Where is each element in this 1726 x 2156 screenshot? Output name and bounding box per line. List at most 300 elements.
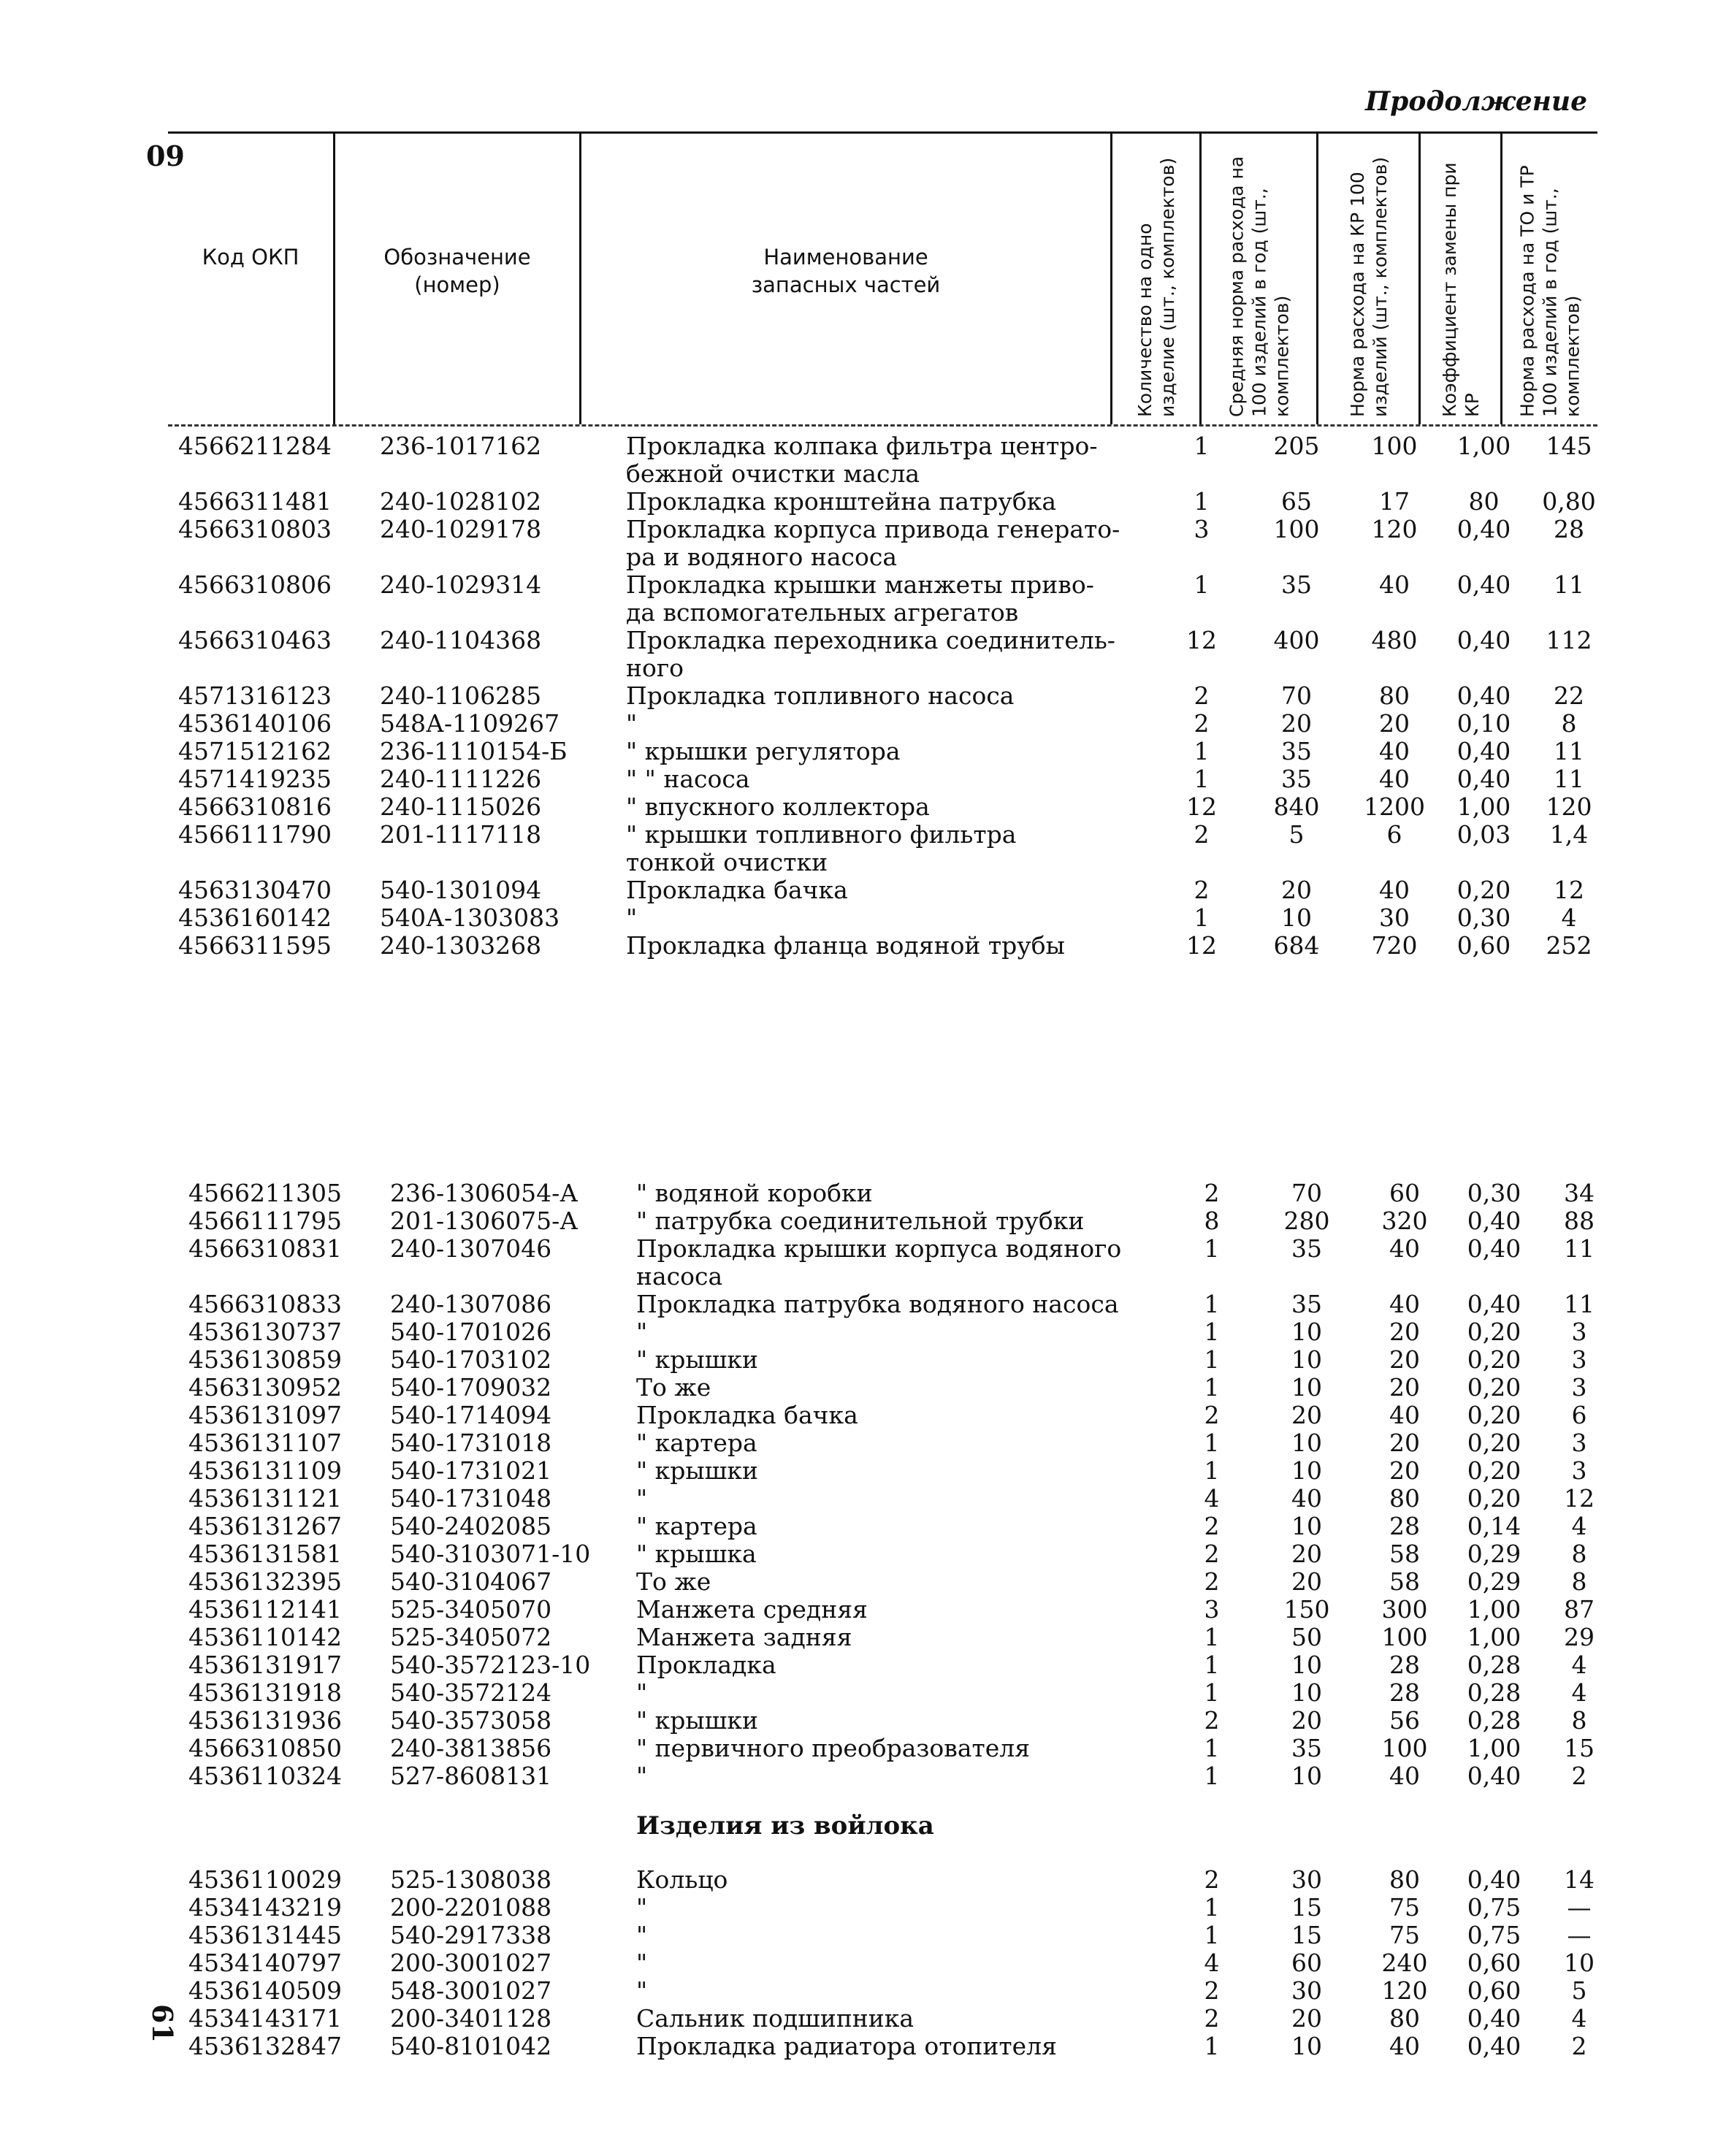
cell-avg: 35 [1281,765,1312,793]
cell-name: Прокладка крышки манжеты приво- [626,570,1094,599]
cell-code: 4536140509 [188,1976,342,2005]
table-header [168,131,1597,427]
header-coef-cell [1418,134,1500,424]
cell-q: 1 [1194,432,1210,460]
cell-code: 4571419235 [178,765,332,793]
cell-k: 1,00 [1467,1734,1521,1762]
cell-num: 240-1106285 [380,681,542,710]
cell-to [1540,1263,1619,1291]
cell-q: 1 [1204,1234,1220,1263]
cell-kr: 6 [1386,820,1402,849]
cell-kr: 60 [1389,1179,1420,1207]
cell-k: 0,40 [1456,765,1511,793]
cell-avg: 30 [1291,1865,1322,1894]
cell-code: 4566111790 [178,820,332,849]
header-name-cell [579,134,1110,424]
cell-avg: 10 [1291,1429,1322,1457]
cell-code: 4536110324 [188,1762,342,1790]
table-row [169,765,1608,793]
cell-to: 29 [1564,1623,1595,1651]
cell-num: 540-3572123-10 [390,1651,591,1679]
cell-num: 540-2917338 [390,1921,552,1949]
cell-kr: 58 [1389,1567,1420,1596]
cell-num: 236-1110154-Б [380,737,568,765]
cell-to: 4 [1571,1651,1587,1679]
cell-to: 12 [1564,1484,1595,1513]
cell-kr [1351,849,1438,876]
cell-avg: 15 [1291,1893,1322,1922]
cell-q: 2 [1204,1706,1220,1735]
cell-name: " [636,1949,648,1977]
cell-name: " картера [636,1429,757,1457]
table-row [169,904,1608,932]
header-qty: Количество на одно изделие (шт., комплектов) [1134,157,1178,417]
cell-to: 14 [1564,1865,1595,1894]
table-row [180,1263,1619,1291]
cell-avg: 50 [1291,1623,1322,1651]
cell-avg: 205 [1273,432,1320,460]
cell-num: 240-1303268 [380,931,542,960]
table-row [180,1707,1619,1735]
cell-q: 2 [1204,1540,1220,1568]
cell-name: Прокладка переходника соединитель- [626,626,1115,654]
cell-kr: 28 [1389,1651,1420,1679]
table-row [180,1866,1619,1894]
table-row [180,1485,1619,1513]
cell-code: 4536132395 [188,1567,342,1596]
cell-k: 0,75 [1467,1921,1521,1949]
cell-q: 1 [1194,737,1210,765]
cell-k: 0,28 [1467,1651,1521,1679]
cell-k: 0,20 [1467,1345,1521,1374]
header-designation: Обозначение (номер) [383,245,531,297]
cell-name: Прокладка корпуса привода генерато- [626,515,1120,543]
cell-code: 4566311481 [178,487,332,516]
cell-k: 0,60 [1467,1949,1521,1977]
cell-kr: 20 [1389,1456,1420,1485]
cell-q: 4 [1204,1484,1220,1513]
cell-code: 4536130737 [188,1318,342,1346]
cell-num [390,1263,636,1291]
cell-code: 4536131267 [188,1512,342,1540]
table-row [180,1977,1619,2005]
cell-to: 8 [1571,1567,1587,1596]
cell-num: 540-1703102 [390,1345,552,1374]
cell-name: " крышки [636,1706,758,1735]
cell-avg: 150 [1283,1595,1330,1624]
cell-q [1171,1263,1253,1291]
cell-code [169,849,380,876]
table-row [180,1922,1619,1949]
cell-to: 11 [1564,1290,1595,1318]
cell-kr [1351,543,1438,571]
cell-name: " крышки топливного фильтра [626,820,1017,849]
cell-kr: 40 [1389,1762,1420,1790]
cell-to: 6 [1571,1401,1587,1429]
cell-to: 3 [1571,1429,1587,1457]
cell-code: 4534143219 [188,1893,342,1922]
cell-q: 1 [1204,1456,1220,1485]
cell-name: " [626,903,638,932]
cell-q: 3 [1194,515,1210,543]
cell-num: 240-1307046 [390,1234,552,1263]
cell-name: " [636,1976,648,2005]
header-to-cell [1500,134,1597,424]
cell-name: Прокладка фланца водяной трубы [626,931,1065,960]
cell-avg: 60 [1291,1949,1322,1977]
cell-kr: 80 [1379,681,1410,710]
cell-num: 540-1731021 [390,1456,552,1485]
table-row [169,432,1608,460]
cell-q: 12 [1186,931,1217,960]
table-top [169,432,1608,960]
cell-to: 22 [1554,681,1584,710]
cell-kr: 28 [1389,1512,1420,1540]
table-row [180,1651,1619,1679]
cell-q: 1 [1204,1290,1220,1318]
cell-k: 1,00 [1467,1595,1521,1624]
header-code-cell [168,134,333,424]
cell-num: 240-1307086 [390,1290,552,1318]
cell-code: 4536130859 [188,1345,342,1374]
cell-k: 0,20 [1467,1401,1521,1429]
cell-name: да вспомогательных агрегатов [626,598,1019,627]
cell-avg: 35 [1281,737,1312,765]
cell-code [169,599,380,627]
cell-avg: 70 [1291,1179,1322,1207]
cell-to: 4 [1571,2004,1587,2033]
cell-avg: 35 [1291,1234,1322,1263]
cell-q: 12 [1186,626,1217,654]
table-row [169,571,1608,599]
cell-to: 8 [1571,1706,1587,1735]
cell-k: 0,29 [1467,1540,1521,1568]
cell-k: 0,40 [1456,515,1511,543]
cell-code: 4566311595 [178,931,332,960]
table-row [180,1429,1619,1457]
table-row [180,1568,1619,1596]
cell-kr: 40 [1379,737,1410,765]
cell-name: " крышки регулятора [626,737,901,765]
cell-k: 0,75 [1467,1893,1521,1922]
cell-code: 4566310816 [178,792,332,821]
cell-name: " [636,1762,648,1790]
cell-code: 4566310831 [188,1234,342,1263]
cell-num: 540-3103071-10 [390,1540,591,1568]
cell-name: " [636,1318,648,1346]
cell-num: 540-8101042 [390,2032,552,2060]
cell-avg [1242,543,1351,571]
cell-q: 1 [1194,487,1210,516]
cell-code: 4536140106 [178,709,332,738]
table-row [180,1207,1619,1235]
cell-q: 2 [1204,1401,1220,1429]
cell-code: 4566310463 [178,626,332,654]
cell-num [380,543,626,571]
header-avg-cell [1199,134,1316,424]
cell-num: 540-3573058 [390,1706,552,1735]
cell-avg: 10 [1291,1456,1322,1485]
cell-k: 0,60 [1456,931,1511,960]
cell-kr [1351,599,1438,627]
cell-num: 540А-1303083 [380,903,560,932]
cell-num: 201-1117118 [380,820,542,849]
table-row [180,1235,1619,1263]
cell-avg [1242,654,1351,682]
cell-avg: 10 [1291,1318,1322,1346]
cell-name: Прокладка колпака фильтра центро- [626,432,1098,460]
cell-kr: 320 [1381,1207,1428,1235]
cell-kr: 1200 [1364,792,1425,821]
cell-avg: 30 [1291,1976,1322,2005]
cell-kr: 480 [1371,626,1418,654]
cell-avg [1253,1263,1361,1291]
cell-k: 0,10 [1456,709,1511,738]
cell-name: Прокладка крышки корпуса водяного [636,1234,1122,1263]
cell-k: 0,40 [1456,681,1511,710]
cell-to: 11 [1554,570,1584,599]
cell-name: То же [636,1373,711,1402]
cell-name: " впускного коллектора [626,792,930,821]
cell-code: 4566111795 [188,1207,342,1235]
cell-avg: 10 [1291,1651,1322,1679]
table-row [169,821,1608,849]
cell-avg: 20 [1291,1706,1322,1735]
header-name: Наименование запасных частей [751,245,941,297]
cell-kr: 40 [1389,1401,1420,1429]
cell-code: 4536131107 [188,1429,342,1457]
cell-k: 0,40 [1467,1290,1521,1318]
header-to-norm: Норма расхода на ТО и ТР 100 изделий в год (шт., комплектов) [1516,165,1584,417]
cell-to: 3 [1571,1318,1587,1346]
table-row [180,1457,1619,1485]
cell-name: Кольцо [636,1865,728,1894]
table-row [180,1679,1619,1707]
cell-avg: 40 [1291,1484,1322,1513]
cell-kr: 58 [1389,1540,1420,1568]
cell-q: 2 [1204,1976,1220,2005]
cell-kr [1351,654,1438,682]
cell-to [1530,460,1608,488]
table-row [169,682,1608,710]
cell-kr: 100 [1381,1734,1428,1762]
cell-k: 0,40 [1467,1207,1521,1235]
cell-num: 540-3572124 [390,1678,552,1707]
cell-q: 4 [1204,1949,1220,1977]
cell-name: " [636,1484,648,1513]
cell-k: 0,40 [1467,2004,1521,2033]
table-row [169,793,1608,821]
cell-q: 2 [1204,2004,1220,2033]
cell-k [1438,599,1530,627]
cell-q: 2 [1194,820,1210,849]
header-kr-norm: Норма расхода на КР 100 изделий (шт., комплектов) [1346,156,1391,417]
cell-avg [1242,599,1351,627]
cell-kr: 40 [1379,765,1410,793]
cell-code: 4571316123 [178,681,332,710]
cell-q: 3 [1204,1595,1220,1624]
cell-kr [1351,460,1438,488]
cell-to [1530,543,1608,571]
cell-code: 4534143171 [188,2004,342,2033]
cell-code: 4536131121 [188,1484,342,1513]
cell-avg: 5 [1288,820,1305,849]
cell-avg: 10 [1291,1678,1322,1707]
cell-name: " картера [636,1512,757,1540]
cell-to: 145 [1546,432,1592,460]
cell-kr: 720 [1371,931,1418,960]
cell-kr: 120 [1371,515,1418,543]
cell-q: 2 [1194,681,1210,710]
cell-num [380,599,626,627]
cell-k [1448,1263,1540,1291]
cell-q [1161,460,1242,488]
cell-to: 12 [1554,876,1584,904]
table-row [180,1762,1619,1790]
cell-k: 0,40 [1467,1234,1521,1263]
cell-avg: 20 [1281,709,1312,738]
cell-num: 525-3405070 [390,1595,552,1624]
cell-name: ра и водяного насоса [626,543,898,571]
cell-name: бежной очистки масла [626,459,920,488]
cell-avg: 280 [1283,1207,1330,1235]
cell-to: 1,4 [1549,820,1589,849]
cell-k: 0,20 [1456,876,1511,904]
cell-q: 1 [1204,1734,1220,1762]
cell-name: " " насоса [626,765,750,793]
cell-name: тонкой очистки [626,848,828,876]
section-title-felt: Изделия из войлока [636,1811,934,1840]
cell-q: 8 [1204,1207,1220,1235]
cell-num: 240-1029178 [380,515,542,543]
table-row [180,1402,1619,1429]
cell-code: 4536131445 [188,1921,342,1949]
table-row [169,599,1608,627]
table-row [169,654,1608,682]
cell-avg: 10 [1291,1373,1322,1402]
cell-name: Манжета задняя [636,1623,852,1651]
cell-to: 11 [1554,765,1584,793]
cell-avg: 10 [1291,1762,1322,1790]
page-number-bottom: 61 [145,2004,179,2043]
cell-q: 1 [1204,1651,1220,1679]
cell-code: 4566310806 [178,570,332,599]
cell-k: 0,30 [1456,903,1511,932]
cell-kr: 120 [1381,1976,1428,2005]
cell-avg: 20 [1291,1540,1322,1568]
cell-q: 1 [1204,1921,1220,1949]
cell-to: 5 [1571,1976,1587,2005]
cell-to: 88 [1564,1207,1595,1235]
cell-k [1438,654,1530,682]
cell-to [1530,599,1608,627]
cell-to [1530,849,1608,876]
cell-to: 2 [1571,1762,1587,1790]
cell-num: 540-3104067 [390,1567,552,1596]
cell-q: 12 [1186,792,1217,821]
cell-k: 0,40 [1456,737,1511,765]
cell-q [1161,849,1242,876]
cell-avg [1242,849,1351,876]
cell-kr: 40 [1379,876,1410,904]
cell-code: 4566310833 [188,1290,342,1318]
cell-k: 0,40 [1467,1865,1521,1894]
cell-avg: 10 [1291,1345,1322,1374]
cell-k: 0,28 [1467,1678,1521,1707]
cell-kr: 30 [1379,903,1410,932]
cell-name: Прокладка кронштейна патрубка [626,487,1057,516]
cell-q: 1 [1204,1345,1220,1374]
cell-kr: 80 [1389,1865,1420,1894]
cell-k: 1,00 [1456,432,1511,460]
continued-label: Продолжение [1365,86,1587,117]
cell-code: 4536131581 [188,1540,342,1568]
cell-num: 540-2402085 [390,1512,552,1540]
cell-avg: 15 [1291,1921,1322,1949]
cell-k: 0,40 [1467,1762,1521,1790]
cell-num: 236-1017162 [380,432,542,460]
cell-q: 1 [1194,903,1210,932]
cell-name: Прокладка бачка [636,1401,858,1429]
cell-k: 0,30 [1467,1179,1521,1207]
cell-avg: 70 [1281,681,1312,710]
cell-code: 4536131097 [188,1401,342,1429]
table-row [180,1894,1619,1922]
table-bottom [180,1180,1619,2060]
cell-num: 240-1111226 [380,765,542,793]
cell-k: 0,60 [1467,1976,1521,2005]
cell-k: 0,20 [1467,1456,1521,1485]
cell-k [1438,849,1530,876]
cell-name: Сальник подшипника [636,2004,914,2033]
header-qty-cell [1110,134,1199,424]
cell-num: 200-3401128 [390,2004,552,2033]
table-row [169,516,1608,543]
cell-code: 4566211305 [188,1179,342,1207]
cell-avg [1242,460,1351,488]
cell-to: 3 [1571,1373,1587,1402]
cell-avg: 400 [1273,626,1320,654]
cell-k: 0,40 [1456,626,1511,654]
cell-q: 1 [1204,1893,1220,1922]
cell-name: Прокладка радиатора отопителя [636,2032,1057,2060]
cell-code: 4563130470 [178,876,332,904]
header-coef: Коэффициент замены при КР [1438,162,1483,417]
table-row [180,1346,1619,1374]
cell-k: 0,29 [1467,1567,1521,1596]
cell-to: 3 [1571,1345,1587,1374]
cell-code: 4571512162 [178,737,332,765]
table-row [169,543,1608,571]
cell-code: 4534140797 [188,1949,342,1977]
cell-num: 540-1709032 [390,1373,552,1402]
cell-avg: 840 [1273,792,1320,821]
table-row [169,460,1608,488]
cell-name: " первичного преобразователя [636,1734,1031,1762]
cell-num: 236-1306054-А [390,1179,578,1207]
cell-name: " патрубка соединительной трубки [636,1207,1085,1235]
table-row [169,876,1608,904]
cell-avg: 20 [1281,876,1312,904]
cell-kr: 300 [1381,1595,1428,1624]
cell-to: 15 [1564,1734,1595,1762]
cell-to: 0,80 [1542,487,1596,516]
cell-kr: 28 [1389,1678,1420,1707]
cell-name: " [636,1678,648,1707]
page-number-top: 60 [146,139,185,172]
cell-code: 4536131109 [188,1456,342,1485]
cell-name: " водяной коробки [636,1179,873,1207]
